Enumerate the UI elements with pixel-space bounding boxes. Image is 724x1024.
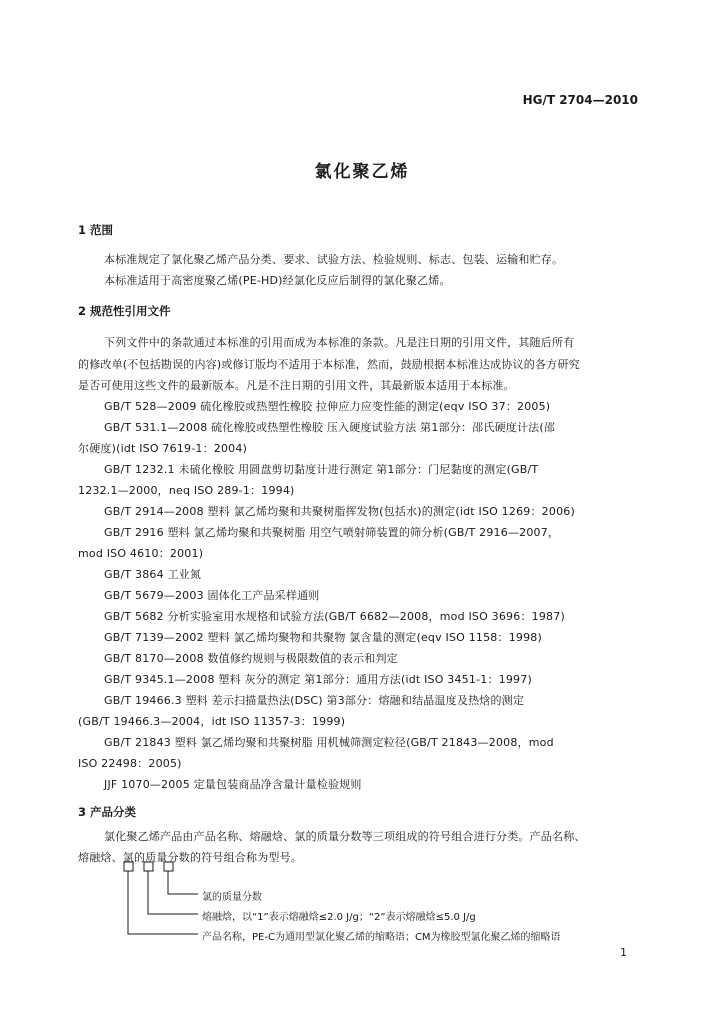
reference-line: GB/T 2914—2008 塑料 氯乙烯均聚和共聚树脂挥发物(包括水)的测定(idt ISO 1269：2006) [104, 505, 575, 518]
reference-line: GB/T 1232.1 未硫化橡胶 用圆盘剪切黏度计进行测定 第1部分：门尼黏度的测定(GB/T [104, 463, 539, 476]
paragraph-line: 熔融焓、氯的质量分数的符号组合称为型号。 [78, 851, 302, 864]
label-product-name: 产品名称，PE-C为通用型氯化聚乙烯的缩略语；CM为橡胶型氯化聚乙烯的缩略语 [202, 932, 561, 943]
standard-number: HG/T 2704—2010 [522, 93, 638, 107]
paragraph-line: 是否可使用这些文件的最新版本。凡是不注日期的引用文件，其最新版本适用于本标准。 [78, 379, 515, 392]
reference-line: GB/T 19466.3 塑料 差示扫描量热法(DSC) 第3部分：熔融和结晶温度及热焓的测定 [104, 694, 525, 707]
reference-line: mod ISO 4610：2001) [78, 547, 204, 560]
model-code-diagram [118, 858, 598, 943]
reference-line: GB/T 7139—2002 塑料 氯乙烯均聚物和共聚物 氯含量的测定(eqv ISO 1158：1998) [104, 631, 542, 644]
reference-line: GB/T 21843 塑料 氯乙烯均聚和共聚树脂 用机械筛测定粒径(GB/T 21843—2008，mod [104, 736, 554, 749]
reference-line: GB/T 2916 塑料 氯乙烯均聚和共聚树脂 用空气喷射筛装置的筛分析(GB/T 2916—2007， [104, 526, 560, 539]
reference-line: GB/T 8170—2008 数值修约规则与极限数值的表示和判定 [104, 652, 398, 665]
reference-line: GB/T 3864 工业氮 [104, 568, 202, 581]
reference-line: ISO 22498：2005) [78, 757, 182, 770]
reference-line: GB/T 5682 分析实验室用水规格和试验方法(GB/T 6682—2008，mod ISO 3696：1987) [104, 610, 565, 623]
reference-line: 1232.1—2000，neq ISO 289-1：1994) [78, 484, 295, 497]
label-fusion-enthalpy: 熔融焓，以“1”表示熔融焓≤2.0 J/g；“2”表示熔融焓≤5.0 J/g [202, 912, 476, 923]
code-box [124, 862, 133, 871]
reference-line: GB/T 528—2009 硫化橡胶或热塑性橡胶 拉伸应力应变性能的测定(eqv ISO 37：2005) [104, 400, 551, 413]
section-heading: 3 产品分类 [78, 805, 137, 819]
reference-line: GB/T 5679—2003 固体化工产品采样通则 [104, 589, 320, 602]
page-number: 1 [620, 946, 627, 959]
section-heading: 1 范围 [78, 223, 114, 237]
label-chlorine-content: 氯的质量分数 [202, 892, 262, 903]
reference-line: (GB/T 19466.3—2004，idt ISO 11357-3：1999) [78, 715, 346, 728]
paragraph: 本标准规定了氯化聚乙烯产品分类、要求、试验方法、检验规则、标志、包装、运输和贮存。 [104, 253, 564, 266]
paragraph-line: 的修改单(不包括勘误的内容)或修订版均不适用于本标准，然而，鼓励根据本标准达成协议的各方研究 [78, 358, 580, 371]
section-heading: 2 规范性引用文件 [78, 304, 171, 318]
page-title: 氯化聚乙烯 [314, 162, 410, 182]
code-box [164, 862, 173, 871]
paragraph: 本标准适用于高密度聚乙烯(PE-HD)经氯化反应后制得的氯化聚乙烯。 [104, 274, 451, 287]
reference-line: JJF 1070—2005 定量包装商品净含量计量检验规则 [104, 778, 362, 791]
code-box [144, 862, 153, 871]
reference-line: GB/T 9345.1—2008 塑料 灰分的测定 第1部分：通用方法(idt ISO 3451-1：1997) [104, 673, 532, 686]
paragraph-line: 下列文件中的条款通过本标准的引用而成为本标准的条款。凡是注日期的引用文件，其随后所有 [104, 336, 575, 349]
bracket-lines [118, 858, 598, 938]
reference-line: GB/T 531.1—2008 硫化橡胶或热塑性橡胶 压入硬度试验方法 第1部分：邵氏硬度计法(邵 [104, 421, 556, 434]
paragraph-line: 氯化聚乙烯产品由产品名称、熔融焓、氯的质量分数等三项组成的符号组合进行分类。产品名称、 [104, 830, 586, 843]
reference-line: 尔硬度)(idt ISO 7619-1：2004) [78, 442, 248, 455]
